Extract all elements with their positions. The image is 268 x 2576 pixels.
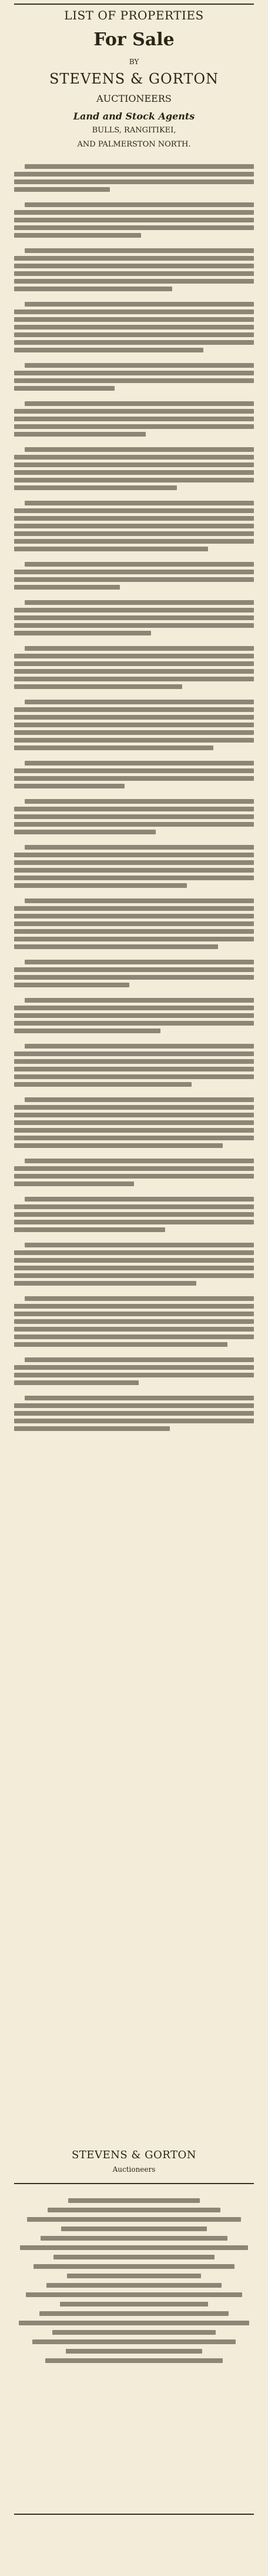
listing-text-line — [14, 822, 254, 827]
advertisement-text-line — [45, 2358, 223, 2363]
listing-text-line — [14, 707, 254, 712]
listing-entry — [14, 164, 254, 192]
listing-text-line — [25, 202, 254, 207]
listing-text-line — [14, 1312, 254, 1316]
listing-text-line — [25, 898, 254, 903]
listing-text-line — [14, 1373, 254, 1377]
listing-text-line — [14, 1342, 227, 1347]
listing-text-line — [25, 1243, 254, 1247]
listing-text-line — [25, 248, 254, 253]
listing-text-line — [14, 531, 254, 536]
listing-text-line — [14, 547, 208, 551]
advertisement-text-line — [48, 2208, 220, 2212]
listing-text-line — [25, 1044, 254, 1049]
listing-text-line — [14, 830, 156, 834]
listing-text-line — [25, 1159, 254, 1163]
advertisement-text-line — [27, 2217, 240, 2222]
listing-text-line — [14, 424, 254, 429]
listing-text-line — [14, 1327, 254, 1332]
listing-text-line — [14, 1059, 254, 1064]
listing-text-line — [14, 723, 254, 727]
listing-text-line — [25, 1097, 254, 1102]
listing-text-line — [14, 1013, 254, 1018]
listing-text-line — [14, 1273, 254, 1278]
listing-text-line — [14, 876, 254, 880]
listing-text-line — [14, 1426, 170, 1431]
listing-text-line — [14, 1304, 254, 1309]
advertisement-text-line — [41, 2236, 227, 2241]
advertisement-text-line — [67, 2274, 201, 2278]
listing-text-line — [25, 1197, 254, 1202]
advertisement-text-line — [53, 2255, 214, 2259]
listing-text-line — [14, 455, 254, 460]
listing-text-line — [25, 501, 254, 505]
listing-text-line — [14, 730, 254, 735]
listing-text-line — [14, 256, 254, 261]
listing-text-line — [14, 1334, 254, 1339]
listing-text-line — [14, 677, 254, 681]
advertisement-text-line — [46, 2283, 222, 2288]
listing-text-line — [14, 661, 254, 666]
listing-text-line — [14, 776, 254, 781]
firm-role: AUCTIONEERS — [96, 93, 172, 104]
listing-entry — [14, 447, 254, 490]
listing-text-line — [14, 914, 254, 918]
listing-entry — [14, 562, 254, 590]
listing-entry — [14, 799, 254, 834]
listing-text-line — [14, 1365, 254, 1370]
listing-text-line — [14, 684, 182, 689]
listing-entry — [14, 761, 254, 788]
agency-subheading: Land and Stock Agents — [73, 111, 195, 122]
advertisement-text-line — [52, 2330, 215, 2335]
listing-text-line — [14, 1067, 254, 1071]
listing-text-line — [25, 164, 254, 169]
listing-text-line — [14, 210, 254, 215]
listing-text-line — [14, 615, 254, 620]
listing-text-line — [14, 478, 254, 482]
byline: BY — [129, 58, 139, 66]
listing-text-line — [14, 1051, 254, 1056]
listing-text-line — [14, 264, 254, 268]
listing-text-line — [14, 983, 129, 987]
advertisement-text-line — [26, 2292, 242, 2297]
advertisement-text-line — [66, 2349, 203, 2354]
listing-text-line — [25, 302, 254, 307]
listing-text-line — [14, 1403, 254, 1408]
listing-text-line — [25, 998, 254, 1003]
listing-text-line — [25, 562, 254, 567]
listing-text-line — [14, 516, 254, 521]
firm-name: STEVENS & GORTON — [49, 71, 219, 87]
advertisement-text-line — [20, 2245, 248, 2250]
listing-text-line — [14, 1419, 254, 1423]
listing-text-line — [14, 807, 254, 811]
listing-text-line — [14, 470, 254, 475]
listing-text-line — [14, 623, 254, 628]
top-rule — [14, 4, 254, 5]
listing-text-line — [14, 906, 254, 911]
listing-entry — [14, 302, 254, 352]
listing-text-line — [14, 1174, 254, 1179]
listing-text-line — [14, 179, 254, 184]
listing-text-line — [14, 921, 254, 926]
listing-text-line — [14, 409, 254, 414]
listing-entry — [14, 646, 254, 689]
listing-text-line — [25, 646, 254, 651]
advertisement-text-line — [61, 2226, 207, 2231]
listing-entry — [14, 1197, 254, 1232]
listing-text-line — [14, 1319, 254, 1324]
footer-firm-name: STEVENS & GORTON — [71, 2149, 197, 2161]
advertisement-text-line — [68, 2198, 200, 2203]
listing-text-line — [14, 784, 125, 788]
listing-text-line — [14, 539, 254, 544]
listing-text-line — [14, 1250, 254, 1255]
listing-text-line — [14, 1212, 254, 1217]
listing-text-line — [14, 944, 218, 949]
listing-text-line — [14, 669, 254, 674]
listing-text-line — [14, 1258, 254, 1263]
listing-text-line — [14, 1281, 196, 1286]
listing-text-line — [14, 1380, 139, 1385]
listing-text-line — [14, 1266, 254, 1270]
listing-text-line — [14, 1113, 254, 1117]
listing-entry — [14, 1044, 254, 1087]
listing-text-line — [25, 700, 254, 704]
listing-text-line — [14, 1082, 192, 1087]
listing-text-line — [14, 187, 110, 192]
listing-entry — [14, 1097, 254, 1148]
listing-text-line — [25, 1357, 254, 1362]
listing-entry — [14, 898, 254, 949]
listing-text-line — [14, 432, 146, 437]
listing-text-line — [14, 386, 115, 391]
listing-entry — [14, 600, 254, 635]
listing-text-line — [14, 417, 254, 421]
listing-text-line — [14, 967, 254, 972]
property-listings — [14, 161, 254, 2121]
listing-entry — [14, 960, 254, 987]
listing-text-line — [25, 761, 254, 766]
listing-text-line — [14, 1220, 254, 1224]
location-line-2: AND PALMERSTON NORTH. — [77, 140, 191, 149]
listing-entry — [14, 1357, 254, 1385]
listing-text-line — [14, 608, 254, 613]
listing-text-line — [14, 1074, 254, 1079]
headline: For Sale — [93, 29, 175, 50]
listing-text-line — [14, 233, 141, 238]
listing-entry — [14, 501, 254, 551]
listing-text-line — [14, 172, 254, 177]
listing-text-line — [14, 738, 254, 743]
secondary-advertisement — [14, 2183, 254, 2515]
listing-text-line — [14, 1227, 165, 1232]
listing-text-line — [14, 1411, 254, 1416]
listing-text-line — [14, 715, 254, 720]
listing-text-line — [14, 1204, 254, 1209]
listing-text-line — [14, 1120, 254, 1125]
listing-text-line — [14, 317, 254, 322]
page-title: LIST OF PROPERTIES — [64, 8, 204, 22]
listing-text-line — [25, 1296, 254, 1301]
listing-text-line — [25, 799, 254, 804]
listing-text-line — [14, 585, 120, 590]
listing-text-line — [14, 378, 254, 383]
advertisement-text-block — [14, 2194, 254, 2368]
listing-text-line — [14, 937, 254, 941]
listing-text-line — [14, 462, 254, 467]
listing-entry — [14, 363, 254, 391]
listing-text-line — [14, 309, 254, 314]
listing-text-line — [14, 340, 254, 345]
listing-text-line — [14, 631, 151, 635]
listing-text-line — [14, 1143, 223, 1148]
listing-text-line — [14, 1136, 254, 1140]
listing-text-line — [14, 325, 254, 330]
listing-entry — [14, 1243, 254, 1286]
listing-text-line — [14, 225, 254, 230]
footer-firm-role: Auctioneers — [112, 2165, 156, 2174]
listing-text-line — [14, 287, 172, 291]
location-line-1: BULLS, RANGITIKEI, — [92, 126, 176, 135]
listing-entry — [14, 1396, 254, 1431]
listing-text-line — [14, 279, 254, 284]
listing-text-line — [14, 332, 254, 337]
listing-entry — [14, 700, 254, 750]
advertisement-text-line — [34, 2264, 235, 2269]
listing-text-line — [14, 853, 254, 857]
listing-text-line — [25, 600, 254, 605]
listing-text-line — [25, 363, 254, 368]
listing-text-line — [14, 975, 254, 980]
listing-text-line — [14, 883, 187, 888]
listing-text-line — [14, 508, 254, 513]
listing-text-line — [25, 401, 254, 406]
listing-text-line — [14, 1182, 134, 1186]
listing-entry — [14, 845, 254, 888]
listing-text-line — [25, 845, 254, 850]
listing-text-line — [25, 1396, 254, 1400]
listing-text-line — [14, 1166, 254, 1171]
listing-entry — [14, 202, 254, 238]
listing-text-line — [14, 524, 254, 528]
listing-entry — [14, 1296, 254, 1347]
advertisement-text-line — [32, 2339, 236, 2344]
listing-text-line — [14, 868, 254, 873]
listing-text-line — [14, 814, 254, 819]
listing-text-line — [14, 860, 254, 865]
listing-text-line — [14, 1029, 160, 1033]
listing-text-line — [14, 654, 254, 658]
advertisement-text-line — [60, 2302, 209, 2307]
advertisement-text-line — [39, 2311, 229, 2316]
listing-text-line — [14, 768, 254, 773]
listing-entry — [14, 998, 254, 1033]
listing-text-line — [14, 271, 254, 276]
listing-entry — [14, 248, 254, 291]
listing-text-line — [14, 485, 177, 490]
listing-text-line — [14, 570, 254, 574]
advertisement-text-line — [19, 2321, 249, 2325]
listing-text-line — [25, 960, 254, 964]
listing-text-line — [14, 745, 213, 750]
listing-entry — [14, 401, 254, 437]
listing-text-line — [14, 577, 254, 582]
listing-text-line — [14, 371, 254, 375]
listing-text-line — [14, 929, 254, 934]
listing-text-line — [25, 447, 254, 452]
listing-text-line — [14, 218, 254, 222]
listing-text-line — [14, 1006, 254, 1010]
listing-text-line — [14, 1128, 254, 1133]
listing-text-line — [14, 1105, 254, 1110]
listing-text-line — [14, 1021, 254, 1026]
listing-text-line — [14, 348, 203, 352]
listing-entry — [14, 1159, 254, 1186]
